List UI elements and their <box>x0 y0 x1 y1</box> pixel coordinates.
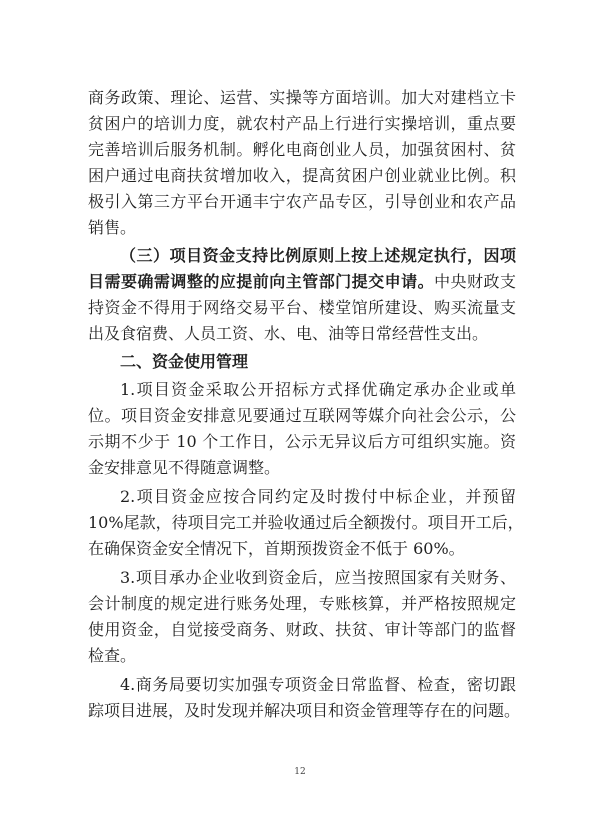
paragraph-line: 金安排意见不得随意调整。 <box>88 458 281 477</box>
paragraph-line: 持资金不得用于网络交易平台、楼堂馆所建设、购买流量支 <box>88 298 516 317</box>
paragraph-line: 困户通过电商扶贫增加收入，提高贫困户创业就业比例。积 <box>88 166 516 185</box>
paragraph-line: 目需要确需调整的应提前向主管部门提交申请。中央财政支 <box>88 272 516 291</box>
paragraph-line: 极引入第三方平台开通丰宁农产品专区，引导创业和农产品 <box>88 192 516 211</box>
section-heading: 二、资金使用管理 <box>120 352 249 371</box>
paragraph-line: 在确保资金安全情况下，首期预拨资金不低于 60%。 <box>88 539 465 558</box>
paragraph-line: 示期不少于 10 个工作日，公示无异议后方可组织实施。资 <box>88 432 516 451</box>
paragraph-line: 使用资金，自觉接受商务、财政、扶贫、审计等部门的监督 <box>88 620 516 639</box>
paragraph-line: 4.商务局要切实加强专项资金日常监督、检查，密切跟 <box>120 675 516 694</box>
page-number: 12 <box>294 767 306 777</box>
paragraph-line: 完善培训后服务机制。孵化电商创业人员，加强贫困村、贫 <box>88 140 516 159</box>
bold-clause-line: （三）项目资金支持比例原则上按上述规定执行，因项 <box>120 246 516 265</box>
paragraph-line: 检查。 <box>88 646 137 665</box>
paragraph-line: 出及食宿费、人员工资、水、电、油等日常经营性支出。 <box>88 324 489 343</box>
paragraph-line: 踪项目进展，及时发现并解决项目和资金管理等存在的问题。 <box>88 701 521 720</box>
paragraph-line: 10%尾款，待项目完工并验收通过后全额拨付。项目开工后， <box>88 513 524 532</box>
paragraph-line: 2.项目资金应按合同约定及时拨付中标企业，并预留 <box>120 487 516 506</box>
paragraph-line: 销售。 <box>88 218 137 237</box>
bold-clause-end: 目需要确需调整的应提前向主管部门提交申请。 <box>88 272 435 291</box>
paragraph-line: 会计制度的规定进行账务处理，专账核算，并严格按照规定 <box>88 594 516 613</box>
paragraph-line: 1.项目资金采取公开招标方式择优确定承办企业或单 <box>120 380 516 399</box>
paragraph-line: 3.项目承办企业收到资金后，应当按照国家有关财务、 <box>120 568 516 587</box>
paragraph-line: 贫困户的培训力度，就农村产品上行进行实操培训，重点要 <box>88 114 516 133</box>
paragraph-line: 位。项目资金安排意见要通过互联网等媒介向社会公示，公 <box>88 406 516 425</box>
paragraph-line: 商务政策、理论、运营、实操等方面培训。加大对建档立卡 <box>88 88 516 107</box>
